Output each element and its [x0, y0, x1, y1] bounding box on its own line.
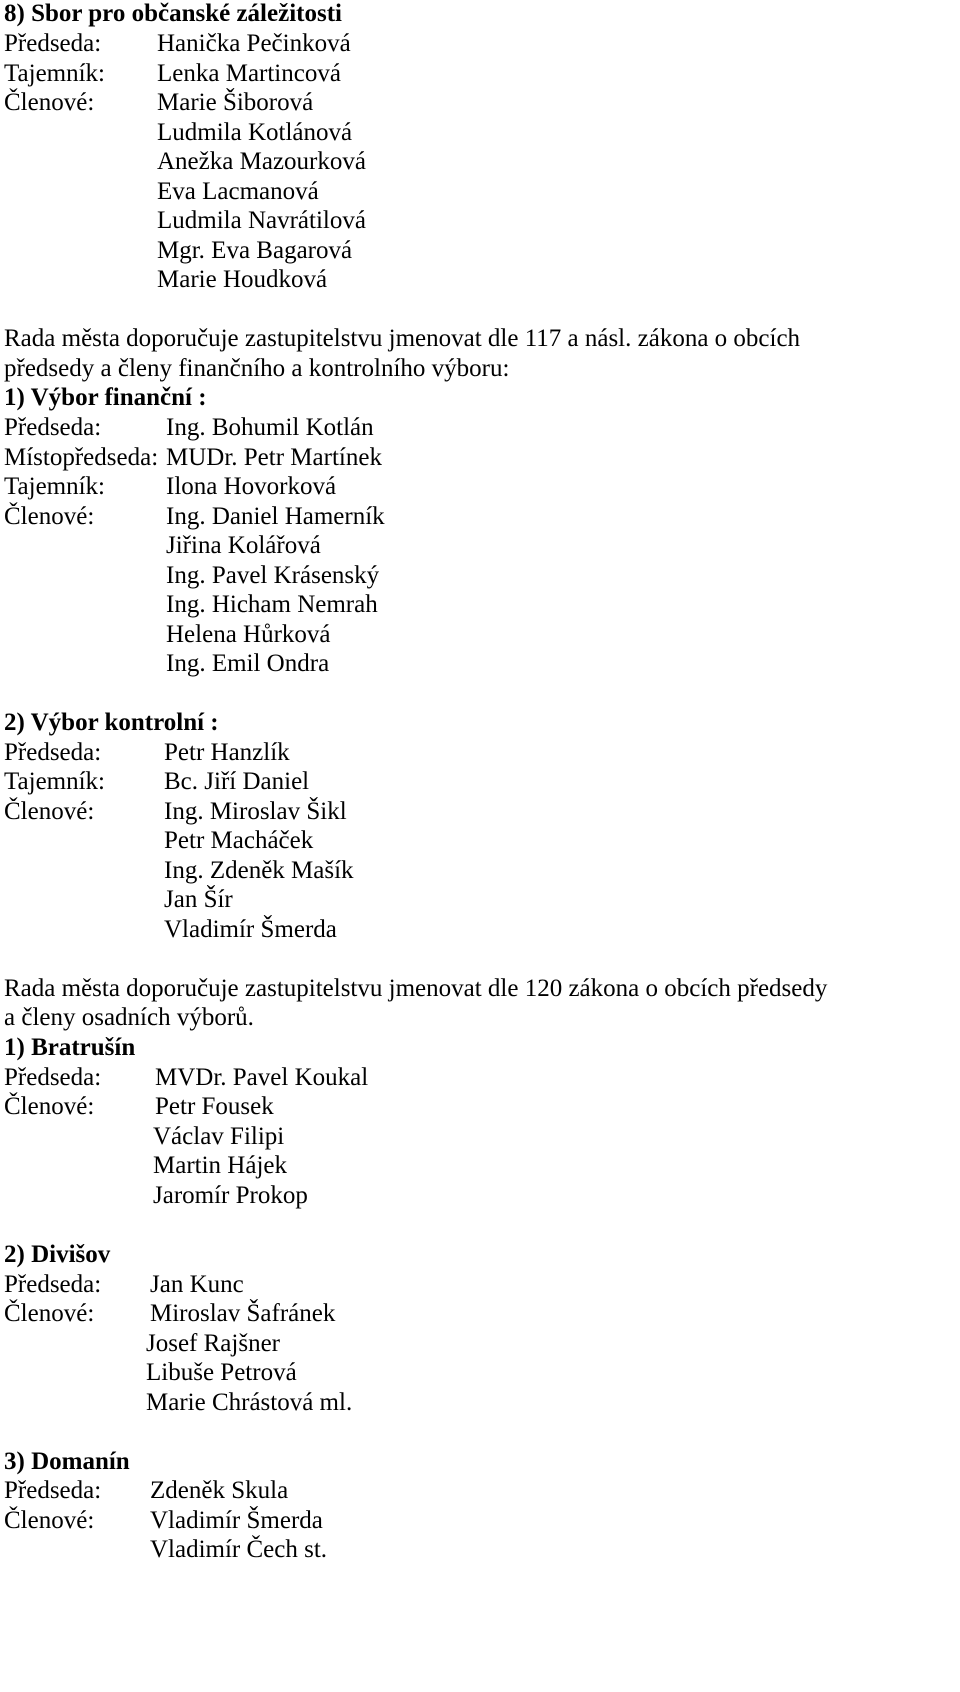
- member-name: Václav Filipi: [153, 1123, 285, 1150]
- member-name: Ing. Zdeněk Mašík: [164, 857, 354, 884]
- members-label: Členové:: [4, 89, 95, 116]
- chair-name: Jan Kunc: [150, 1271, 244, 1298]
- chair-name: Petr Hanzlík: [164, 739, 290, 766]
- member-name: Helena Hůrková: [166, 621, 331, 648]
- member-name: Vladimír Čech st.: [150, 1536, 328, 1563]
- section-heading-sbor: 8) Sbor pro občanské záležitosti: [4, 0, 342, 27]
- member-name: Ing. Emil Ondra: [166, 650, 330, 677]
- paragraph-line: Rada města doporučuje zastupitelstvu jmenovat dle 117 a násl. zákona o obcích: [4, 325, 801, 352]
- members-label: Členové:: [4, 1300, 95, 1327]
- member-name: Petr Macháček: [164, 827, 314, 854]
- paragraph-line: Rada města doporučuje zastupitelstvu jmenovat dle 120 zákona o obcích předsedy: [4, 975, 828, 1002]
- members-label: Členové:: [4, 1093, 95, 1120]
- member-name: Marie Chrástová ml.: [146, 1389, 353, 1416]
- member-name: Jaromír Prokop: [153, 1182, 308, 1209]
- member-name: Anežka Mazourková: [157, 148, 366, 175]
- section-heading-domanin: 3) Domanín: [4, 1448, 130, 1475]
- chair-label: Předseda:: [4, 739, 102, 766]
- member-name: Mgr. Eva Bagarová: [157, 237, 353, 264]
- secretary-label: Tajemník:: [4, 60, 106, 87]
- member-name: Miroslav Šafránek: [150, 1300, 336, 1327]
- vice-chair-name: MUDr. Petr Martínek: [166, 444, 382, 471]
- member-name: Marie Šiborová: [157, 89, 314, 116]
- section-heading-financni: 1) Výbor finanční :: [4, 384, 207, 411]
- chair-label: Předseda:: [4, 1477, 102, 1504]
- paragraph-line: předsedy a členy finančního a kontrolního výboru:: [4, 355, 510, 382]
- member-name: Jiřina Kolářová: [166, 532, 321, 559]
- member-name: Jan Šír: [164, 886, 233, 913]
- secretary-name: Lenka Martincová: [157, 60, 341, 87]
- section-heading-divisov: 2) Divišov: [4, 1241, 111, 1268]
- chair-label: Předseda:: [4, 30, 102, 57]
- chair-name: Ing. Bohumil Kotlán: [166, 414, 374, 441]
- chair-label: Předseda:: [4, 1271, 102, 1298]
- member-name: Ludmila Navrátilová: [157, 207, 366, 234]
- vice-chair-label: Místopředseda:: [4, 444, 159, 471]
- chair-label: Předseda:: [4, 1064, 102, 1091]
- member-name: Ludmila Kotlánová: [157, 119, 353, 146]
- secretary-name: Ilona Hovorková: [166, 473, 337, 500]
- member-name: Ing. Daniel Hamerník: [166, 503, 385, 530]
- member-name: Martin Hájek: [153, 1152, 287, 1179]
- member-name: Libuše Petrová: [146, 1359, 297, 1386]
- member-name: Marie Houdková: [157, 266, 328, 293]
- member-name: Eva Lacmanová: [157, 178, 319, 205]
- chair-label: Předseda:: [4, 414, 102, 441]
- paragraph-line: a členy osadních výborů.: [4, 1004, 254, 1031]
- member-name: Vladimír Šmerda: [164, 916, 337, 943]
- secretary-label: Tajemník:: [4, 473, 106, 500]
- member-name: Vladimír Šmerda: [150, 1507, 323, 1534]
- member-name: Josef Rajšner: [146, 1330, 280, 1357]
- members-label: Členové:: [4, 503, 95, 530]
- chair-name: Hanička Pečinková: [157, 30, 351, 57]
- members-label: Členové:: [4, 1507, 95, 1534]
- secretary-label: Tajemník:: [4, 768, 106, 795]
- member-name: Ing. Hicham Nemrah: [166, 591, 378, 618]
- member-name: Ing. Pavel Krásenský: [166, 562, 380, 589]
- chair-name: Zdeněk Skula: [150, 1477, 289, 1504]
- section-heading-bratrusin: 1) Bratrušín: [4, 1034, 136, 1061]
- secretary-name: Bc. Jiří Daniel: [164, 768, 310, 795]
- members-label: Členové:: [4, 798, 95, 825]
- member-name: Ing. Miroslav Šikl: [164, 798, 347, 825]
- chair-name: MVDr. Pavel Koukal: [155, 1064, 369, 1091]
- section-heading-kontrolni: 2) Výbor kontrolní :: [4, 709, 219, 736]
- member-name: Petr Fousek: [155, 1093, 274, 1120]
